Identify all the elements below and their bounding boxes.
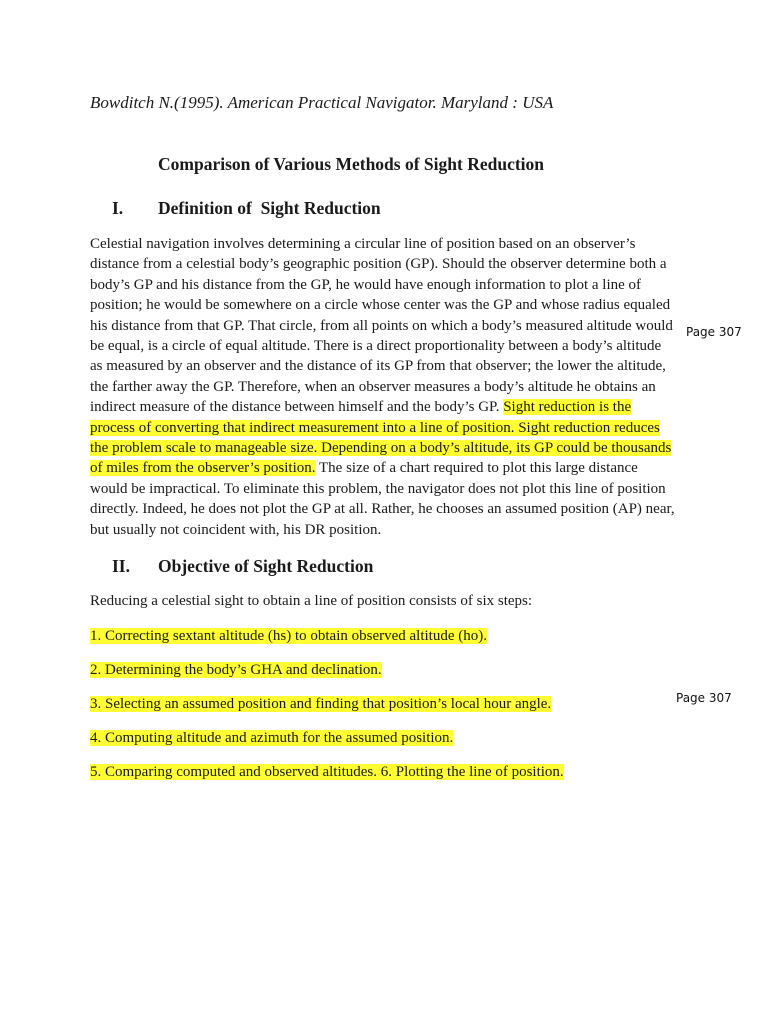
step-text: 3. Selecting an assumed position and finding that position’s local hour angle. bbox=[90, 696, 552, 712]
step-item bbox=[90, 660, 382, 680]
step-item bbox=[90, 762, 564, 782]
paragraph-text-continued: The size of a chart required to plot this large distance would be impractical. To eliminate this problem, the navigator does not plot this line of position directly. Indeed, he does not plot the GP at all. Rather, he chooses an assumed position (AP) near, but usually not coincident with, his DR position. bbox=[90, 460, 675, 538]
step-text: 4. Computing altitude and azimuth for the assumed position. bbox=[90, 730, 454, 746]
step-text: 5. Comparing computed and observed altitudes. 6. Plotting the line of position. bbox=[90, 764, 564, 780]
citation: Bowditch N.(1995). American Practical Navigator. Maryland : USA bbox=[90, 93, 554, 112]
paragraph-text: Celestial navigation involves determining a circular line of position based on an observer’s distance from a celestial body’s geographic position (GP). Should the observer determine both a body’s GP and his distance from the GP, he would have enough information to plot a line of position; he would be somewhere on a circle whose center was the GP and whose radius equaled his distance from that GP. That circle, from all points on which a body’s measured altitude would be equal, is a circle of equal altitude. There is a direct proportionality between a body’s altitude as measured by an observer and the distance of its GP from that observer; the lower the altitude, the farther away the GP. Therefore, when an observer measures a body’s altitude he obtains an indirect measure of the distance between himself and the body’s GP. bbox=[90, 236, 673, 416]
section-heading-objective bbox=[112, 556, 373, 577]
page-reference-note: Page 307 bbox=[686, 325, 742, 339]
step-item bbox=[90, 694, 551, 714]
section-heading-text: Definition of Sight Reduction bbox=[158, 198, 381, 218]
steps-intro: Reducing a celestial sight to obtain a line of position consists of six steps: bbox=[90, 593, 533, 609]
step-item bbox=[90, 728, 453, 748]
section-heading-definition bbox=[112, 198, 381, 219]
section-number: I. bbox=[112, 198, 124, 218]
step-item bbox=[90, 626, 487, 646]
step-text: 1. Correcting sextant altitude (hs) to obtain observed altitude (ho). bbox=[90, 628, 487, 644]
highlighted-text: Sight reduction is the process of converting that indirect measurement into a line of position. Sight reduction reduces the problem scale to manageable size. Depending on a body’s altitude, its GP could be thousands of miles from the observer’s position. bbox=[90, 399, 672, 477]
document-title: Comparison of Various Methods of Sight Reduction bbox=[158, 154, 545, 174]
step-text: 2. Determining the body’s GHA and declination. bbox=[90, 662, 382, 678]
definition-paragraph bbox=[90, 234, 676, 540]
section-number: II. bbox=[112, 556, 130, 576]
page-reference-note: Page 307 bbox=[676, 691, 732, 705]
section-heading-text: Objective of Sight Reduction bbox=[158, 556, 374, 576]
